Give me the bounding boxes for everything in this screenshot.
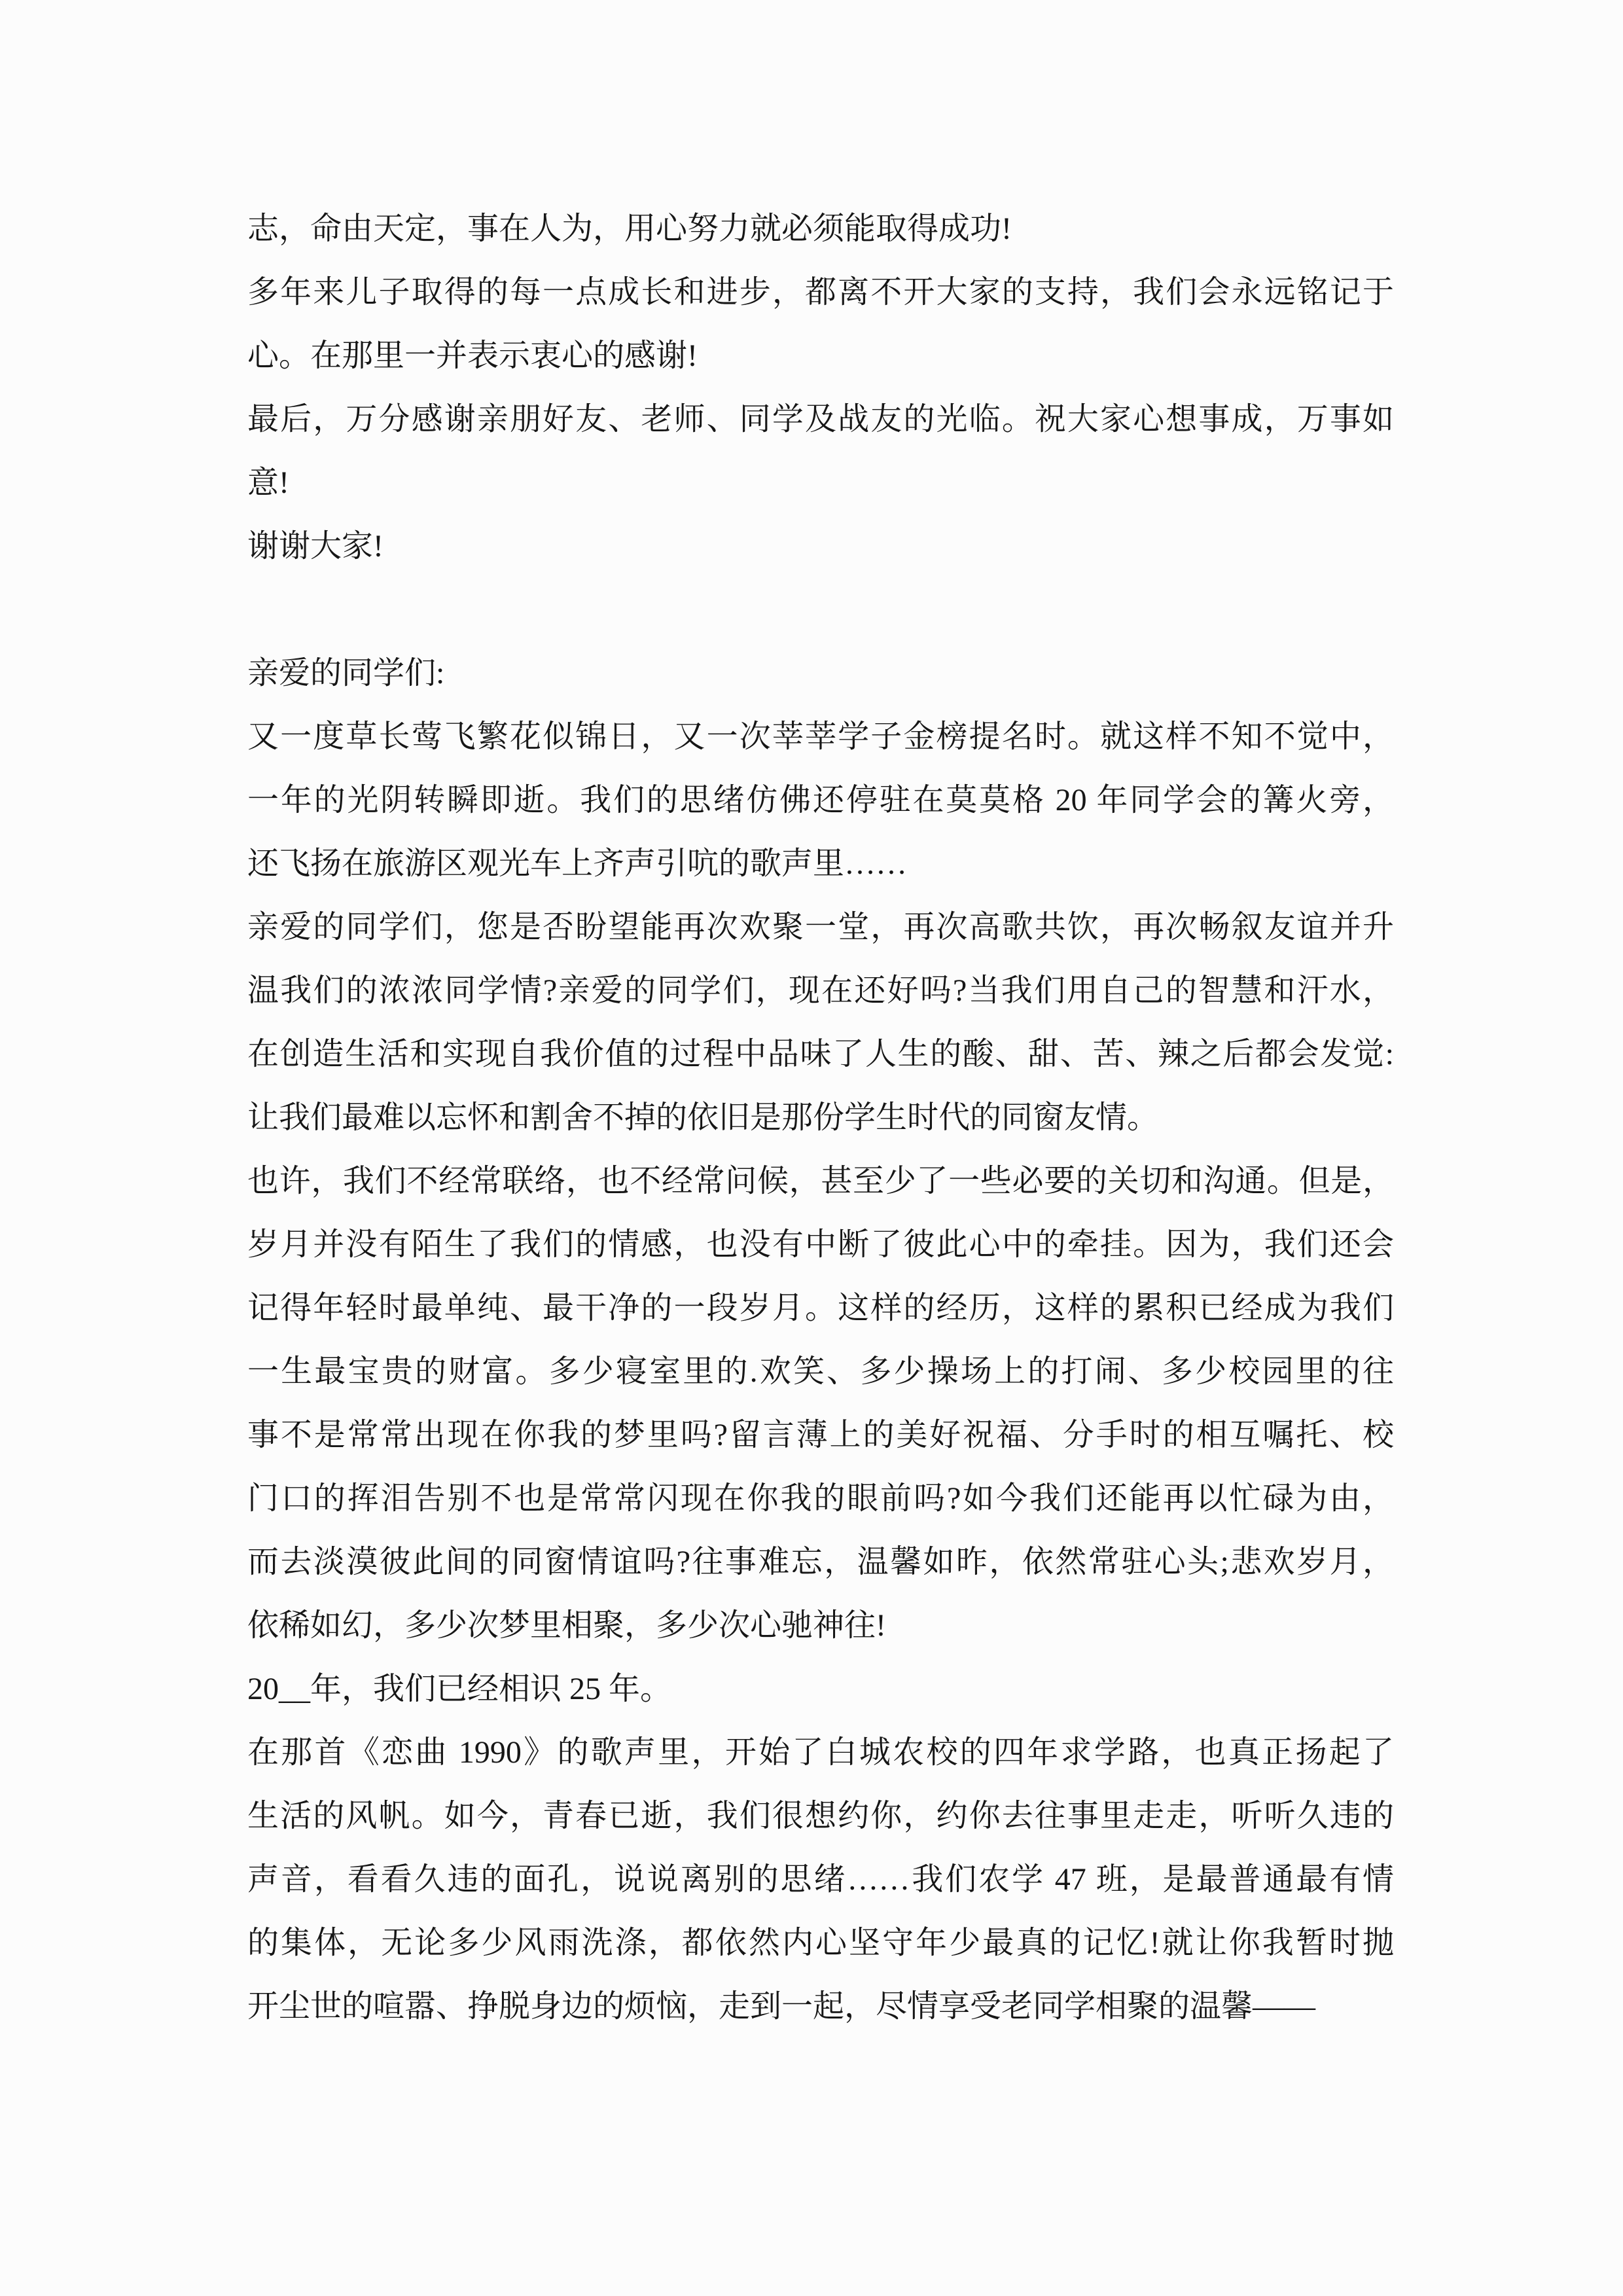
text-line: 门口的挥泪告别不也是常常闪现在你我的眼前吗?如今我们还能再以忙碌为由， (247, 1481, 1394, 1516)
text-line: 多年来儿子取得的每一点成长和进步，都离不开大家的支持，我们会永远铭记于 (247, 275, 1394, 310)
text-line: 还飞扬在旅游区观光车上齐声引吭的歌声里…… (247, 846, 908, 881)
text-line: 亲爱的同学们，您是否盼望能再次欢聚一堂，再次高歌共饮，再次畅叙友谊并升 (247, 910, 1394, 944)
text-line: 最后，万分感谢亲朋好友、老师、同学及战友的光临。祝大家心想事成，万事如 (247, 402, 1394, 437)
text-line: 而去淡漠彼此间的同窗情谊吗?往事难忘，温馨如昨，依然常驻心头;悲欢岁月， (247, 1545, 1394, 1579)
text-line: 事不是常常出现在你我的梦里吗?留言薄上的美好祝福、分手时的相互嘱托、校 (247, 1418, 1394, 1452)
text-line: 让我们最难以忘怀和割舍不掉的依旧是那份学生时代的同窗友情。 (247, 1100, 1159, 1135)
text-line: 开尘世的喧嚣、挣脱身边的烦恼，走到一起，尽情享受老同学相聚的温馨—— (247, 1989, 1316, 2024)
text-line: 依稀如幻，多少次梦里相聚，多少次心驰神往! (247, 1608, 886, 1643)
text-line: 又一度草长莺飞繁花似锦日，又一次莘莘学子金榜提名时。就这样不知不觉中， (247, 719, 1394, 754)
text-line: 20__年，我们已经相识 25 年。 (247, 1672, 672, 1706)
text-line: 一生最宝贵的财富。多少寝室里的.欢笑、多少操场上的打闹、多少校园里的往 (247, 1354, 1394, 1389)
text-line: 谢谢大家! (247, 529, 383, 564)
blank-line (247, 578, 1394, 641)
text-line: 心。在那里一并表示衷心的感谢! (247, 338, 698, 373)
text-line: 生活的风帆。如今，青春已逝，我们很想约你，约你去往事里走走，听听久违的 (247, 1799, 1394, 1833)
text-line: 一年的光阴转瞬即逝。我们的思绪仿佛还停驻在莫莫格 20 年同学会的篝火旁， (247, 783, 1394, 817)
text-line: 声音，看看久违的面孔，说说离别的思绪……我们农学 47 班，是最普通最有情 (247, 1862, 1394, 1897)
text-line: 的集体，无论多少风雨洗涤，都依然内心坚守年少最真的记忆!就让你我暂时抛 (247, 1926, 1394, 1960)
text-line: 意! (247, 465, 289, 500)
text-line: 志，命由天定，事在人为，用心努力就必须能取得成功! (247, 211, 1012, 246)
text-line: 在那首《恋曲 1990》的歌声里，开始了白城农校的四年求学路，也真正扬起了 (247, 1735, 1394, 1770)
text-line: 亲爱的同学们: (247, 656, 445, 691)
text-line: 记得年轻时最单纯、最干净的一段岁月。这样的经历，这样的累积已经成为我们 (247, 1291, 1394, 1325)
text-line: 在创造生活和实现自我价值的过程中品味了人生的酸、甜、苦、辣之后都会发觉: (247, 1037, 1394, 1071)
text-line: 岁月并没有陌生了我们的情感，也没有中断了彼此心中的牵挂。因为，我们还会 (247, 1227, 1394, 1262)
text-line: 温我们的浓浓同学情?亲爱的同学们，现在还好吗?当我们用自己的智慧和汗水， (247, 973, 1394, 1008)
text-line: 也许，我们不经常联络，也不经常问候，甚至少了一些必要的关切和沟通。但是， (247, 1164, 1394, 1198)
document-text-block (247, 197, 1394, 2038)
